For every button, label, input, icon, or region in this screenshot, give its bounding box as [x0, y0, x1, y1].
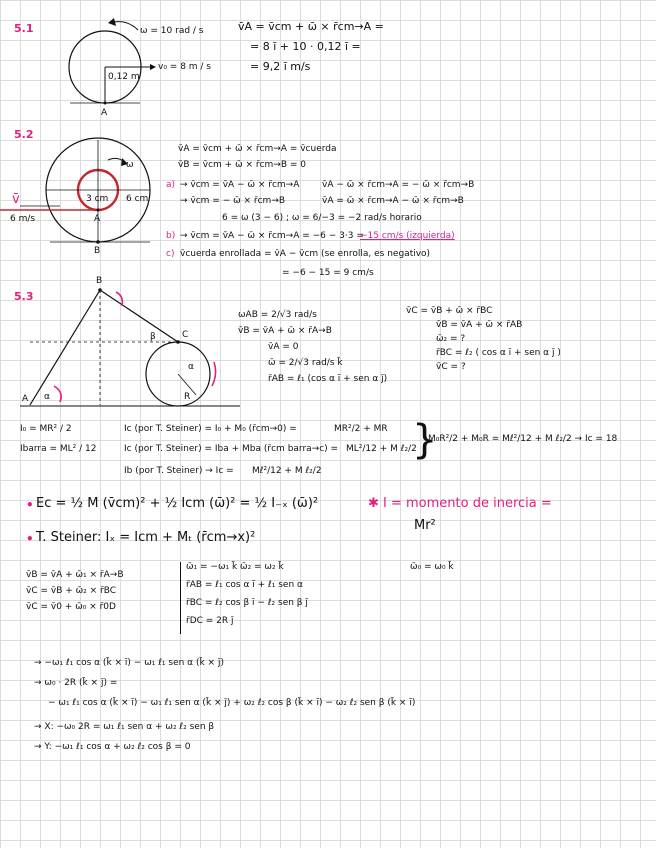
inertia-i0: I₀ = MR² / 2	[20, 424, 72, 434]
inertia-ic-1-result: MR²/2 + MR	[334, 424, 388, 434]
final-1: → −ω₁ ℓ₁ cos α (k̄ × ī) − ω₁ ℓ₁ sen α (k̄ × j̄)	[34, 658, 224, 668]
s3-vb-2: v̄A = 0	[268, 342, 299, 352]
section-label-5-2: 5.2	[14, 128, 34, 141]
inertia-brace: }	[412, 417, 438, 463]
final-3: − ω₁ ℓ₁ cos α (k̄ × ī) − ω₁ ℓ₁ sen α (k̄ × j̄) + ω₂ ℓ₂ cos β (k̄ × ī) − ω₂ ℓ₂ sen β (k̄ × ī)	[48, 698, 416, 708]
s1-eq-2: = 8 ī + 10 · 0,12 ī =	[250, 40, 361, 53]
final-2: → ω₀ · 2R (k̄ × j̄) =	[34, 678, 118, 688]
final-4: → X: −ω₀ 2R = ω₁ ℓ₁ sen α + ω₂ ℓ₂ sen β	[34, 722, 215, 732]
s3-bar-bc	[100, 290, 178, 342]
system-l2: v̄C = v̄B + ω̄₂ × r̄BC	[26, 586, 117, 596]
s2-c-1: v̄cuerda enrollada = v̄A − v̄cm (se enrolla, es negativo)	[180, 249, 431, 259]
s3-vc-3: ω̄₂ = ?	[436, 334, 466, 344]
s2-r-inner: 3 cm	[86, 194, 109, 204]
system-m4: r̄DC = 2R j̄	[186, 616, 234, 626]
s3-vc-4: r̄BC = ℓ₂ ( cos α ī + sen α j̄ )	[436, 348, 561, 358]
system-m3: r̄BC = ℓ₂ cos β ī − ℓ₂ sen β j̄	[186, 598, 308, 608]
steiner-bullet: •	[26, 532, 34, 546]
s1-v0-label: v₀ = 8 m / s	[158, 62, 211, 72]
final-5: → Y: −ω₁ ℓ₁ cos α + ω₂ ℓ₂ cos β = 0	[34, 742, 191, 752]
system-divider	[180, 562, 181, 634]
s2-eq-2: v̄B = v̄cm + ω̄ × r̄cm→B = 0	[178, 160, 306, 170]
s1-omega-label: ω = 10 rad / s	[140, 26, 204, 36]
inertia-ibarra: Ibarra = ML² / 12	[20, 444, 97, 454]
inertia-sum: M₀R²/2 + M₀R = Mℓ²/12 + M ℓ₂/2 → Ic = 18	[428, 434, 618, 444]
s2-part-b-label: b)	[166, 231, 176, 241]
s1-point-a: A	[101, 108, 108, 118]
energy-note-2: Mr²	[414, 518, 436, 533]
s1-eq-1: v̄A = v̄cm + ω̄ × r̄cm→A =	[238, 20, 384, 33]
s3-point-c: C	[182, 330, 189, 340]
s3-point-b: B	[96, 276, 103, 286]
s2-a-4: v̄A = ω̄ × r̄cm→A − ω̄ × r̄cm→B	[322, 196, 464, 206]
s1-eq-3: = 9,2 ī m/s	[250, 60, 311, 73]
s2-c-2: = −6 − 15 = 9 cm/s	[282, 268, 374, 278]
s2-eq-1: v̄A = v̄cm + ω̄ × r̄cm→A = v̄cuerda	[178, 144, 337, 154]
s3-bar-ab	[30, 290, 100, 405]
s3-ang-label: α	[188, 362, 194, 372]
energy-note: ✱ I = momento de inercia =	[368, 496, 552, 511]
s2-a-1: → v̄cm = v̄A − ω̄ × r̄cm→A	[180, 180, 300, 190]
s3-vb-4: r̄AB = ℓ₁ (cos α ī + sen α j̄)	[268, 374, 388, 384]
s2-omega-label: ω	[126, 160, 134, 170]
s2-part-c-label: c)	[166, 249, 175, 259]
s2-a-2: → v̄cm = − ω̄ × r̄cm→B	[180, 196, 286, 206]
s2-b-1: → v̄cm = v̄A − ω̄ × r̄cm→A = −6 − 3·3 =	[180, 231, 364, 241]
system-m1: ω̄₁ = −ω₁ k̄ ω̄₂ = ω₂ k̄	[186, 562, 284, 572]
s3-r-label: R	[184, 392, 191, 402]
energy-steiner: T. Steiner: Iₓ = Icm + Mₜ (r̄cm→x)²	[36, 530, 256, 545]
s3-vc-5: v̄C = ?	[436, 362, 466, 372]
s3-point-a: A	[22, 394, 29, 404]
s2-part-a-label: a)	[166, 180, 176, 190]
inertia-ic-1: Ic (por T. Steiner) = I₀ + M₀ (r̄cm→0) =	[124, 424, 297, 434]
system-w0: ω̄₀ = ω₀ k̄	[410, 562, 454, 572]
inertia-ic-2: Ic (por T. Steiner) = Iba + Mba (r̄cm barra→c) =	[124, 444, 339, 454]
s2-b-2: −15 cm/s (izquierda)	[360, 231, 455, 241]
s3-beta: β	[150, 332, 156, 342]
s2-point-a: A	[94, 214, 101, 224]
s3-vc-2: v̄B = v̄A + ω̄ × r̄AB	[436, 320, 523, 330]
s3-vb-1: v̄B = v̄A + ω̄ × r̄A→B	[238, 326, 332, 336]
system-l3: v̄C = v̄0 + ω̄₀ × r̄0D	[26, 602, 116, 612]
inertia-ic-2-result: ML²/12 + M ℓ₂/2	[346, 444, 417, 454]
section-label-5-1: 5.1	[14, 22, 34, 35]
s2-a-3: v̄A − ω̄ × r̄cm→A = − ω̄ × r̄cm→B	[322, 180, 475, 190]
system-m2: r̄AB = ℓ₁ cos α ī + ℓ₁ sen α	[186, 580, 303, 590]
energy-ec: Ec = ½ M (v̄cm)² + ½ Icm (ω̄)² = ½ I₋ₓ (ω̄)²	[36, 496, 319, 511]
s3-alpha: α	[44, 392, 50, 402]
s3-w-ab: ωAB = 2/√3 rad/s	[238, 310, 317, 320]
s2-a-5: 6 = ω (3 − 6) ; ω = 6/−3 = −2 rad/s horario	[222, 213, 422, 223]
section-label-5-3: 5.3	[14, 290, 34, 303]
inertia-ic-3: Ib (por T. Steiner) → Ic =	[124, 466, 234, 476]
s3-mechanism-diagram	[0, 0, 240, 420]
s2-point-b: B	[94, 246, 101, 256]
s2-r-outer: 6 cm	[126, 194, 149, 204]
s2-vector-label: v̄	[12, 192, 20, 207]
energy-bullet: •	[26, 498, 34, 512]
s3-vc-1: v̄C = v̄B + ω̄ × r̄BC	[406, 306, 493, 316]
s3-vb-3: ω̄ = 2/√3 rad/s k̄	[268, 358, 343, 368]
s2-vel-label: 6 m/s	[10, 214, 36, 224]
s3-omega-a-arrow	[54, 386, 61, 402]
system-l1: v̄B = v̄A + ω̄₁ × r̄A→B	[26, 570, 124, 580]
s3-omega-disk-arrow	[212, 362, 216, 386]
s1-radius-label: 0,12 m	[108, 72, 140, 82]
inertia-ic-3-result: Mℓ²/12 + M ℓ₂/2	[252, 466, 322, 476]
